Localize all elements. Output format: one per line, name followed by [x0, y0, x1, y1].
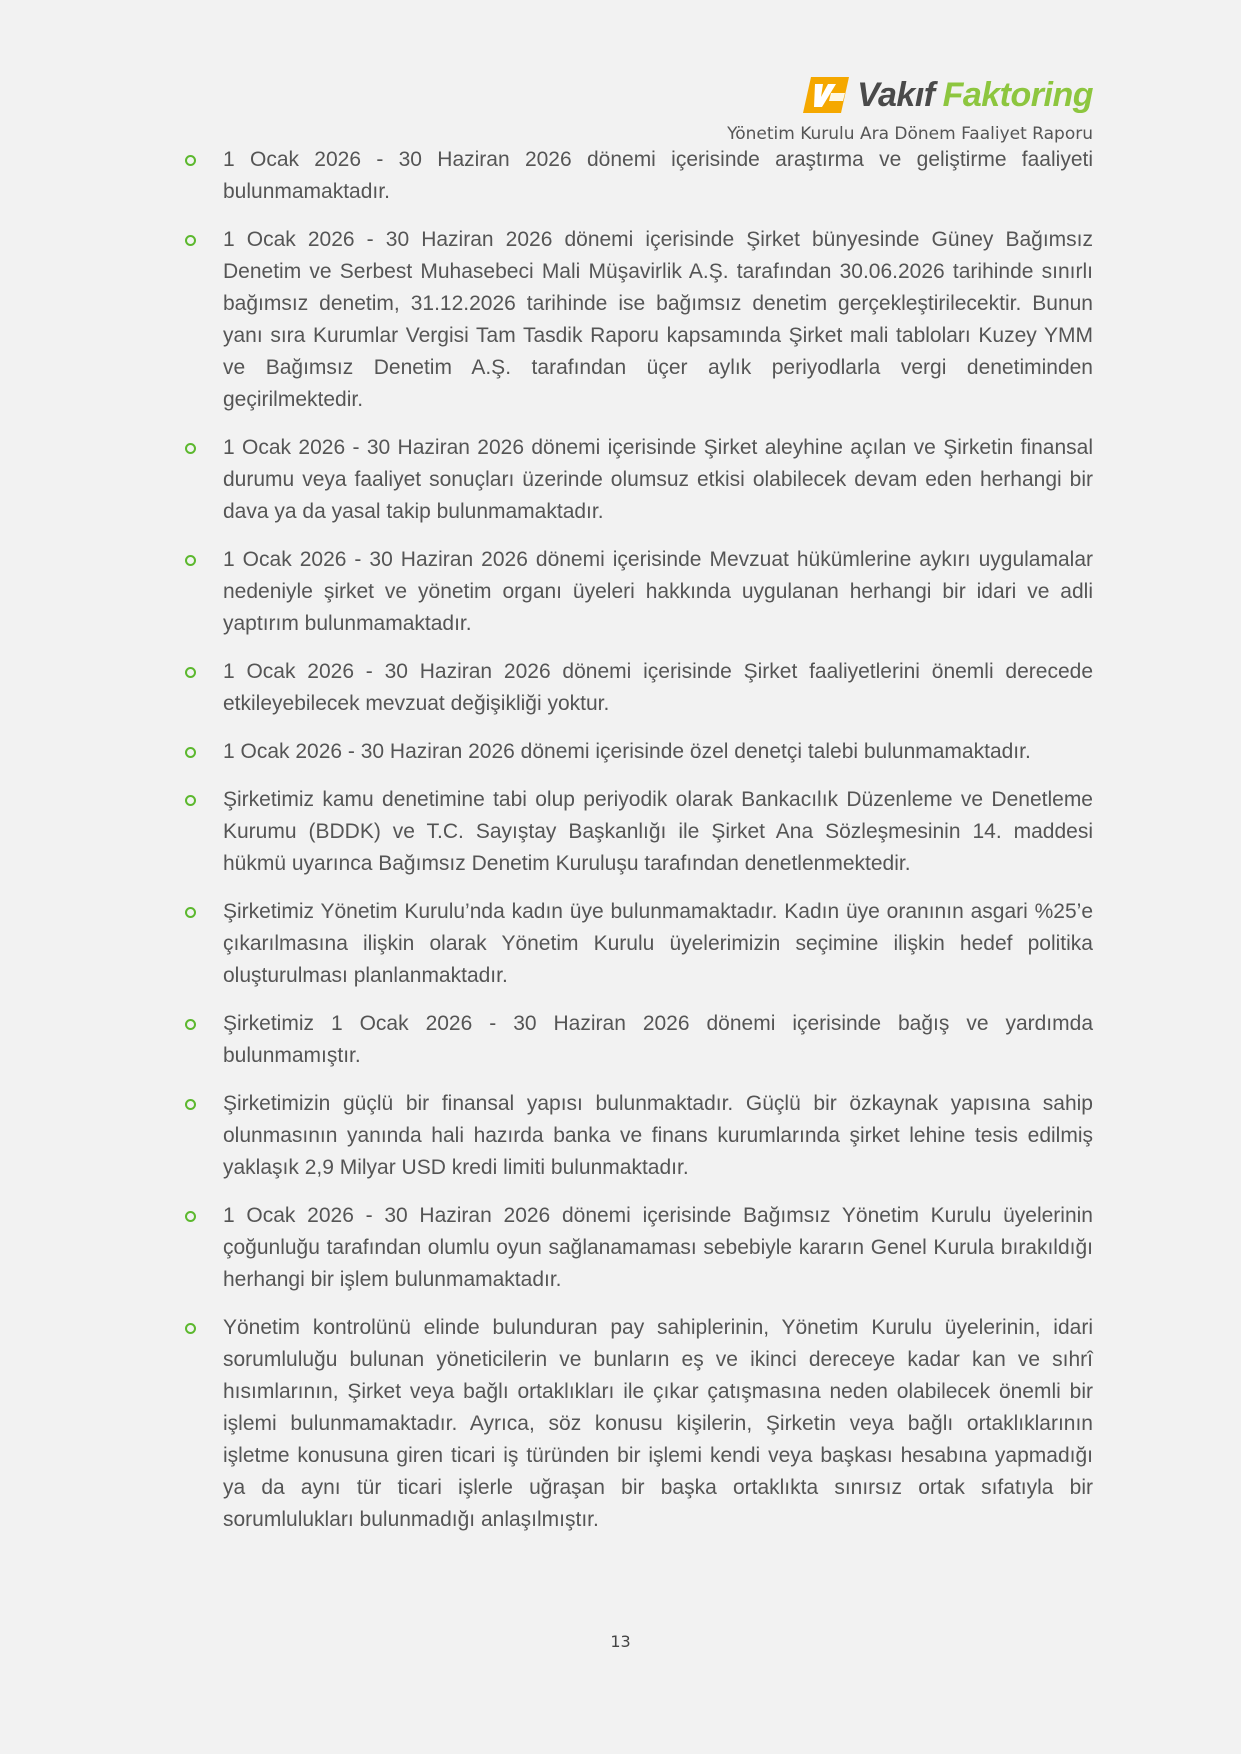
list-item-text: 1 Ocak 2026 - 30 Haziran 2026 dönemi içerisinde Bağımsız Yönetim Kurulu üyelerinin çoğunluğu tarafından olumlu oyun sağlanamaması sebebiyle kararın Genel Kurula bırakıldığı herhangi bir işlem bulunmamaktadır. — [223, 1204, 1093, 1291]
company-logo — [727, 70, 1093, 120]
document-body — [185, 144, 1093, 1552]
list-item — [185, 736, 1093, 768]
logo-text-vakif: Vakıf — [857, 75, 935, 114]
bullet-circle-icon — [185, 555, 196, 566]
bullet-list — [185, 144, 1093, 1536]
list-item — [185, 432, 1093, 528]
list-item — [185, 144, 1093, 208]
list-item — [185, 896, 1093, 992]
bullet-circle-icon — [185, 1099, 196, 1110]
bullet-circle-icon — [185, 747, 196, 758]
bullet-circle-icon — [185, 443, 196, 454]
vakif-logo-icon — [801, 75, 851, 115]
list-item-text: Şirketimizin güçlü bir finansal yapısı bulunmaktadır. Güçlü bir özkaynak yapısına sahip olunmasının yanında hali hazırda banka ve finans kurumlarında şirket lehine tesis edilmiş yaklaşık 2,9 Milyar USD kredi limiti bulunmaktadır. — [223, 1092, 1093, 1179]
list-item-text: Şirketimiz kamu denetimine tabi olup periyodik olarak Bankacılık Düzenleme ve Denetleme Kurumu (BDDK) ve T.C. Sayıştay Başkanlığı ile Şirket Ana Sözleşmesinin 14. maddesi hükmü uyarınca Bağımsız Denetim Kuruluşu tarafından denetlenmektedir. — [223, 788, 1093, 875]
list-item-text: 1 Ocak 2026 - 30 Haziran 2026 dönemi içerisinde araştırma ve geliştirme faaliyeti bulunmamaktadır. — [223, 148, 1093, 203]
list-item-text: 1 Ocak 2026 - 30 Haziran 2026 dönemi içerisinde Şirket aleyhine açılan ve Şirketin finansal durumu veya faaliyet sonuçları üzerinde olumsuz etkisi olabilecek devam eden herhangi bir dava ya da yasal takip bulunmamaktadır. — [223, 436, 1093, 523]
list-item-text: 1 Ocak 2026 - 30 Haziran 2026 dönemi içerisinde Şirket faaliyetlerini önemli derecede etkileyebilecek mevzuat değişikliği yoktur. — [223, 660, 1093, 715]
bullet-circle-icon — [185, 1211, 196, 1222]
report-title: Yönetim Kurulu Ara Dönem Faaliyet Raporu — [727, 124, 1093, 144]
list-item-text: Şirketimiz 1 Ocak 2026 - 30 Haziran 2026 dönemi içerisinde bağış ve yardımda bulunmamıştır. — [223, 1012, 1093, 1067]
list-item-text: 1 Ocak 2026 - 30 Haziran 2026 dönemi içerisinde özel denetçi talebi bulunmamaktadır. — [223, 740, 1031, 763]
bullet-circle-icon — [185, 1323, 196, 1334]
list-item-text: 1 Ocak 2026 - 30 Haziran 2026 dönemi içerisinde Şirket bünyesinde Güney Bağımsız Denetim ve Serbest Muhasebeci Mali Müşavirlik A.Ş. tarafından 30.06.2026 tarihinde sınırlı bağımsız denetim, 31.12.2026 tarihinde ise bağımsız denetim gerçekleştirilecektir. Bunun yanı sıra Kurumlar Vergisi Tam Tasdik Raporu kapsamında Şirket mali tabloları Kuzey YMM ve Bağımsız Denetim A.Ş. tarafından üçer aylık periyodlarla vergi denetiminden geçirilmektedir. — [223, 228, 1093, 411]
list-item-text: 1 Ocak 2026 - 30 Haziran 2026 dönemi içerisinde Mevzuat hükümlerine aykırı uygulamalar nedeniyle şirket ve yönetim organı üyeleri hakkında uygulanan herhangi bir idari ve adli yaptırım bulunmamaktadır. — [223, 548, 1093, 635]
bullet-circle-icon — [185, 667, 196, 678]
bullet-circle-icon — [185, 907, 196, 918]
bullet-circle-icon — [185, 795, 196, 806]
list-item — [185, 1312, 1093, 1536]
list-item — [185, 224, 1093, 416]
logo-text-faktoring: Faktoring — [942, 75, 1093, 114]
page-header — [727, 70, 1093, 144]
list-item — [185, 656, 1093, 720]
page-number: 13 — [610, 1632, 631, 1651]
list-item — [185, 1200, 1093, 1296]
list-item — [185, 1008, 1093, 1072]
bullet-circle-icon — [185, 155, 196, 166]
list-item — [185, 784, 1093, 880]
bullet-circle-icon — [185, 1019, 196, 1030]
list-item-text: Şirketimiz Yönetim Kurulu’nda kadın üye bulunmamaktadır. Kadın üye oranının asgari %25’e çıkarılmasına ilişkin olarak Yönetim Kurulu üyelerimizin seçimine ilişkin hedef politika oluşturulması planlanmaktadır. — [223, 900, 1093, 987]
bullet-circle-icon — [185, 235, 196, 246]
list-item — [185, 1088, 1093, 1184]
list-item-text: Yönetim kontrolünü elinde bulunduran pay sahiplerinin, Yönetim Kurulu üyelerinin, idari sorumluluğu bulunan yöneticilerin ve bunların eş ve ikinci dereceye kadar kan ve sıhrî hısımlarının, Şirket veya bağlı ortaklıkları ile çıkar çatışmasına neden olabilecek önemli bir işlemi bulunmamaktadır. Ayrıca, söz konusu kişilerin, Şirketin veya bağlı ortaklıklarının işletme konusuna giren ticari iş türünden bir işlemi kendi veya başkası hesabına yapmadığı ya da aynı tür ticari işlerle uğraşan bir başka ortaklıkta sınırsız ortak sıfatıyla bir sorumlulukları bulunmadığı anlaşılmıştır. — [223, 1316, 1093, 1531]
list-item — [185, 544, 1093, 640]
